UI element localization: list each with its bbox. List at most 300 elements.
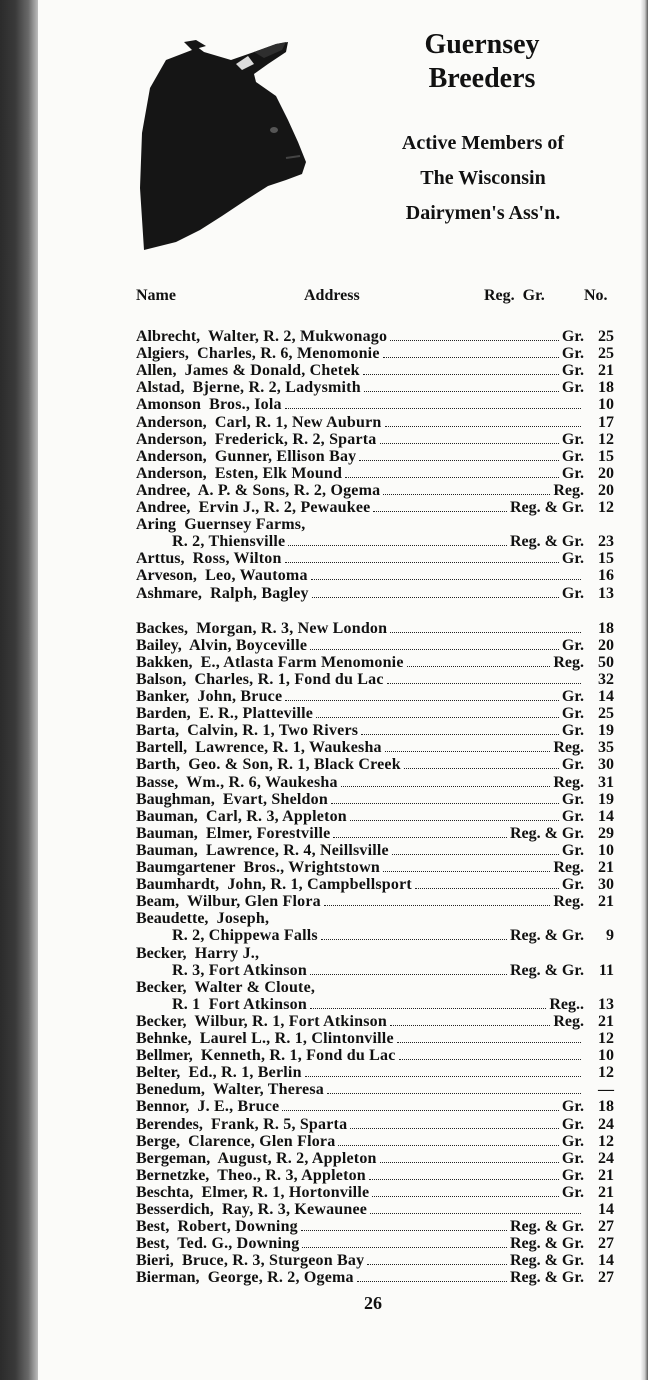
leader-dots <box>311 578 581 580</box>
leader-dots <box>341 785 551 787</box>
leader-dots <box>331 802 559 804</box>
member-registration: Gr. <box>561 876 584 893</box>
leader-dots <box>380 1161 559 1163</box>
member-address: R. 3, Fort Atkinson <box>172 962 307 979</box>
leader-dots <box>372 1195 559 1197</box>
member-address: Wilbur, R. 1, Fort Atkinson <box>190 1013 387 1030</box>
member-count: 25 <box>598 328 614 345</box>
member-address: Wm., R. 6, Waukesha <box>182 774 338 791</box>
member-registration: Reg.. <box>549 996 584 1013</box>
member-address: Bjerne, R. 2, Ladysmith <box>188 379 361 396</box>
list-item <box>172 996 614 1013</box>
list-item <box>136 842 614 859</box>
list-item <box>136 1133 614 1150</box>
leader-dots <box>285 407 581 409</box>
member-count: 24 <box>598 1116 614 1133</box>
member-count: 11 <box>598 962 614 979</box>
list-item <box>136 1098 614 1115</box>
member-surname: Bauman, <box>136 825 202 842</box>
list-item <box>136 396 614 413</box>
subtitle-line-2: The Wisconsin <box>420 167 546 189</box>
member-surname: Algiers, <box>136 345 193 362</box>
list-item <box>172 962 614 979</box>
member-registration: Reg. & Gr. <box>509 533 584 550</box>
member-address: Walter, Theresa <box>208 1081 324 1098</box>
member-address: E., Atlasta Farm Menomonie <box>196 654 404 671</box>
list-item <box>136 499 614 516</box>
list-item <box>136 1013 614 1030</box>
member-registration: Gr. <box>561 842 584 859</box>
member-count: 27 <box>598 1235 614 1252</box>
list-item <box>136 671 614 688</box>
member-address: Bros., Wrightstown <box>239 859 380 876</box>
member-surname: Basse, <box>136 774 183 791</box>
leader-dots <box>357 1280 507 1282</box>
list-item <box>136 722 614 739</box>
member-address: Frank, R. 5, Sparta <box>206 1116 348 1133</box>
member-count: 30 <box>598 876 614 893</box>
member-count: 10 <box>598 842 614 859</box>
member-address: J. E., Bruce <box>193 1098 280 1115</box>
member-count: 18 <box>598 620 614 637</box>
member-count: 30 <box>598 756 614 773</box>
member-registration: Gr. <box>561 1116 584 1133</box>
leader-dots <box>333 836 506 838</box>
member-registration: Reg. <box>553 739 584 756</box>
member-address: Calvin, R. 1, Two Rivers <box>183 722 359 739</box>
member-registration: Gr. <box>561 637 584 654</box>
list-item <box>136 620 614 637</box>
member-address: Bruce, R. 3, Sturgeon Bay <box>177 1252 365 1269</box>
member-address: E. R., Platteville <box>194 705 314 722</box>
leader-dots <box>370 1212 581 1214</box>
member-surname: Albrecht, <box>136 328 205 345</box>
member-count: 14 <box>598 1201 614 1218</box>
member-registration: Gr. <box>561 431 584 448</box>
list-item <box>136 567 614 584</box>
list-item <box>136 945 614 962</box>
member-registration: Gr. <box>561 585 584 602</box>
member-count: 19 <box>598 791 614 808</box>
member-address: Charles, R. 1, Fond du Lac <box>190 671 384 688</box>
list-item <box>136 1047 614 1064</box>
member-count: 21 <box>598 859 614 876</box>
member-surname: Bierman, <box>136 1269 204 1286</box>
member-count: 29 <box>598 825 614 842</box>
member-count: 12 <box>598 431 614 448</box>
leader-dots <box>397 1041 581 1043</box>
member-address: Bros., Iola <box>204 396 282 413</box>
leader-dots <box>404 767 559 769</box>
leader-dots <box>302 1246 506 1248</box>
member-surname: Becker, <box>136 979 191 996</box>
member-count: 17 <box>598 414 614 431</box>
leader-dots <box>305 1075 581 1077</box>
member-count: 27 <box>598 1269 614 1286</box>
list-item <box>136 688 614 705</box>
member-count: 10 <box>598 1047 614 1064</box>
member-registration: Gr. <box>561 1150 584 1167</box>
list-item <box>136 379 614 396</box>
list-item <box>136 791 614 808</box>
member-registration: Gr. <box>561 1098 584 1115</box>
member-count: 19 <box>598 722 614 739</box>
list-item <box>136 1218 614 1235</box>
member-address: Ross, Wilton <box>188 550 282 567</box>
member-address: Carl, R. 3, Appleton <box>201 808 347 825</box>
member-address: Ervin J., R. 2, Pewaukee <box>194 499 371 516</box>
member-count: 21 <box>598 362 614 379</box>
column-header-reg-gr: Reg. Gr. <box>484 287 545 304</box>
list-item <box>136 654 614 671</box>
member-surname: Bailey, <box>136 637 186 654</box>
member-registration: Reg. <box>553 482 584 499</box>
list-item <box>136 893 614 910</box>
member-surname: Bellmer, <box>136 1047 197 1064</box>
member-address: Morgan, R. 3, New London <box>192 620 388 637</box>
member-registration: Gr. <box>561 328 584 345</box>
member-registration: Gr. <box>561 705 584 722</box>
member-address: John, Bruce <box>193 688 283 705</box>
list-item <box>136 1167 614 1184</box>
member-surname: Behnke, <box>136 1030 196 1047</box>
member-surname: Baumgartener <box>136 859 240 876</box>
list-item <box>136 859 614 876</box>
member-surname: Backes, <box>136 620 192 637</box>
member-address: Carl, R. 1, New Auburn <box>210 414 382 431</box>
member-surname: Berge, <box>136 1133 184 1150</box>
list-item <box>136 808 614 825</box>
member-count: 25 <box>598 345 614 362</box>
subtitle-line-3: Dairymen's Ass'n. <box>405 202 561 224</box>
leader-dots <box>399 1058 581 1060</box>
list-item <box>172 533 614 550</box>
list-item <box>136 1030 614 1047</box>
leader-dots <box>383 493 550 495</box>
list-item <box>136 362 614 379</box>
leader-dots <box>310 648 559 650</box>
member-surname: Beaudette, <box>136 910 213 927</box>
member-surname: Bakken, <box>136 654 197 671</box>
list-item <box>136 1064 614 1081</box>
member-surname: Besserdich, <box>136 1201 218 1218</box>
member-count: 10 <box>598 396 614 413</box>
member-surname: Anderson, <box>136 465 211 482</box>
member-address: Kenneth, R. 1, Fond du Lac <box>196 1047 396 1064</box>
member-registration: Gr. <box>561 791 584 808</box>
leader-dots <box>367 1263 507 1265</box>
member-surname: Barta, <box>136 722 184 739</box>
member-registration: Reg. <box>553 893 584 910</box>
leader-dots <box>364 390 559 392</box>
list-item <box>136 910 614 927</box>
member-registration: Reg. <box>553 654 584 671</box>
leader-dots <box>316 716 559 718</box>
leader-dots <box>373 510 506 512</box>
member-registration: Gr. <box>561 345 584 362</box>
member-surname: Alstad, <box>136 379 189 396</box>
column-header-no: No. <box>584 287 608 304</box>
column-header-address: Address <box>304 287 360 304</box>
member-registration: Gr. <box>561 1167 584 1184</box>
member-count: 32 <box>598 671 614 688</box>
member-surname: Best, <box>136 1235 174 1252</box>
list-item <box>136 414 614 431</box>
member-address: Harry J., <box>190 945 260 962</box>
list-item <box>136 705 614 722</box>
leader-dots <box>285 561 559 563</box>
member-address: Laurel L., R. 1, Clintonville <box>195 1030 394 1047</box>
title-line-2: Breeders <box>428 63 536 94</box>
leader-dots <box>345 476 559 478</box>
member-count: 12 <box>598 499 614 516</box>
member-registration: Reg. & Gr. <box>509 927 584 944</box>
member-count: 14 <box>598 1252 614 1269</box>
column-header-name: Name <box>136 287 176 304</box>
leader-dots <box>415 887 559 889</box>
list-item <box>136 979 614 996</box>
member-registration: Gr. <box>561 550 584 567</box>
member-surname: Andree, <box>136 499 195 516</box>
member-count: 16 <box>598 567 614 584</box>
member-count: 14 <box>598 688 614 705</box>
member-registration: Reg. <box>553 1013 584 1030</box>
leader-dots <box>359 459 559 461</box>
member-surname: Anderson, <box>136 414 211 431</box>
leader-dots <box>392 853 559 855</box>
member-surname: Aring <box>136 516 180 533</box>
member-registration: Gr. <box>561 362 584 379</box>
member-count: 12 <box>598 1064 614 1081</box>
leader-dots <box>288 544 507 546</box>
member-count: 13 <box>598 585 614 602</box>
leader-dots <box>310 1007 546 1009</box>
member-registration: Gr. <box>561 722 584 739</box>
member-address: George, R. 2, Ogema <box>203 1269 354 1286</box>
member-count: 15 <box>598 448 614 465</box>
member-count: 12 <box>598 1030 614 1047</box>
member-address: R. 1 Fort Atkinson <box>172 996 307 1013</box>
leader-dots <box>390 339 559 341</box>
member-registration: Reg. & Gr. <box>509 1269 584 1286</box>
member-surname: Ashmare, <box>136 585 206 602</box>
member-count: 21 <box>598 893 614 910</box>
member-count: 27 <box>598 1218 614 1235</box>
member-address: Lawrence, R. 4, Neillsville <box>201 842 389 859</box>
member-address: Gunner, Ellison Bay <box>210 448 357 465</box>
leader-dots <box>321 938 507 940</box>
leader-dots <box>385 750 551 752</box>
leader-dots <box>390 631 581 633</box>
member-address: Robert, Downing <box>173 1218 298 1235</box>
member-address: Elmer, R. 1, Hortonville <box>197 1184 370 1201</box>
member-address: Lawrence, R. 1, Waukesha <box>191 739 382 756</box>
member-registration: Gr. <box>561 688 584 705</box>
member-count: 9 <box>606 927 614 944</box>
list-item <box>136 1252 614 1269</box>
member-count: — <box>598 1081 614 1098</box>
member-surname: Bernetzke, <box>136 1167 214 1184</box>
member-count: 31 <box>598 774 614 791</box>
leader-dots <box>350 819 559 821</box>
member-registration: Gr. <box>561 1184 584 1201</box>
member-address: Ed., R. 1, Berlin <box>184 1064 302 1081</box>
leader-dots <box>312 596 559 598</box>
member-surname: Bauman, <box>136 842 202 859</box>
member-address: Joseph, <box>212 910 270 927</box>
member-registration: Gr. <box>561 448 584 465</box>
list-item <box>172 927 614 944</box>
page-number: 26 <box>364 1293 382 1313</box>
member-count: 25 <box>598 705 614 722</box>
leader-dots <box>282 1109 559 1111</box>
leader-dots <box>324 904 550 906</box>
member-address: Ted. G., Downing <box>173 1235 300 1252</box>
member-surname: Baughman, <box>136 791 219 808</box>
leader-dots <box>387 682 581 684</box>
member-address: James & Donald, Chetek <box>180 362 360 379</box>
member-count: 24 <box>598 1150 614 1167</box>
member-surname: Arttus, <box>136 550 189 567</box>
member-registration: Reg. & Gr. <box>509 825 584 842</box>
member-surname: Baumhardt, <box>136 876 224 893</box>
list-item <box>136 1116 614 1133</box>
member-registration: Gr. <box>561 808 584 825</box>
member-surname: Allen, <box>136 362 181 379</box>
member-surname: Barden, <box>136 705 195 722</box>
list-item <box>136 739 614 756</box>
leader-dots <box>383 356 559 358</box>
member-registration: Gr. <box>561 379 584 396</box>
member-registration: Reg. & Gr. <box>509 962 584 979</box>
member-surname: Arveson, <box>136 567 201 584</box>
leader-dots <box>407 665 551 667</box>
list-item <box>136 328 614 345</box>
list-item <box>136 1201 614 1218</box>
leader-dots <box>361 733 559 735</box>
member-surname: Bauman, <box>136 808 202 825</box>
list-item <box>136 1184 614 1201</box>
list-item <box>136 550 614 567</box>
list-item <box>136 637 614 654</box>
member-address: A. P. & Sons, R. 2, Ogema <box>194 482 381 499</box>
leader-dots <box>350 1127 559 1129</box>
subtitle-line-1: Active Members of <box>401 132 565 154</box>
list-item <box>136 1235 614 1252</box>
member-registration: Reg. & Gr. <box>509 1218 584 1235</box>
member-address: Geo. & Son, R. 1, Black Creek <box>184 756 401 773</box>
member-count: 18 <box>598 1098 614 1115</box>
member-address: August, R. 2, Appleton <box>214 1150 377 1167</box>
member-address: Theo., R. 3, Appleton <box>213 1167 366 1184</box>
list-item <box>136 585 614 602</box>
list-item <box>136 876 614 893</box>
member-surname: Beam, <box>136 893 184 910</box>
list-item <box>136 825 614 842</box>
leader-dots <box>390 1024 550 1026</box>
member-address: Esten, Elk Mound <box>210 465 343 482</box>
member-address: Walter & Cloute, <box>190 979 316 996</box>
list-item <box>136 1269 614 1286</box>
member-address: Elmer, Forestville <box>201 825 331 842</box>
leader-dots <box>301 1229 507 1231</box>
member-registration: Reg. & Gr. <box>509 1252 584 1269</box>
list-item <box>136 482 614 499</box>
member-address: Walter, R. 2, Mukwonago <box>204 328 388 345</box>
member-count: 15 <box>598 550 614 567</box>
member-count: 21 <box>598 1167 614 1184</box>
member-surname: Bieri, <box>136 1252 178 1269</box>
member-address: Ralph, Bagley <box>205 585 309 602</box>
member-surname: Bergeman, <box>136 1150 215 1167</box>
member-registration: Gr. <box>561 1133 584 1150</box>
member-address: R. 2, Chippewa Falls <box>172 927 318 944</box>
member-count: 18 <box>598 379 614 396</box>
list-item <box>136 1081 614 1098</box>
member-surname: Best, <box>136 1218 174 1235</box>
member-registration: Reg. <box>553 859 584 876</box>
member-surname: Becker, <box>136 945 191 962</box>
leader-dots <box>327 1092 581 1094</box>
member-count: 13 <box>598 996 614 1013</box>
member-count: 14 <box>598 808 614 825</box>
member-registration: Gr. <box>561 756 584 773</box>
leader-dots <box>369 1178 559 1180</box>
member-address: Alvin, Boyceville <box>185 637 308 654</box>
member-count: 12 <box>598 1133 614 1150</box>
member-address: Leo, Wautoma <box>200 567 308 584</box>
list-item <box>136 1150 614 1167</box>
leader-dots <box>380 442 559 444</box>
member-address: Wilbur, Glen Flora <box>183 893 321 910</box>
member-surname: Beschta, <box>136 1184 198 1201</box>
leader-dots <box>363 373 559 375</box>
member-surname: Anderson, <box>136 448 211 465</box>
member-count: 23 <box>598 533 614 550</box>
member-address: Evart, Sheldon <box>218 791 328 808</box>
member-count: 20 <box>598 465 614 482</box>
member-surname: Barth, <box>136 756 184 773</box>
list-item <box>136 756 614 773</box>
member-address: Guernsey Farms, <box>180 516 306 533</box>
list-item <box>136 774 614 791</box>
leader-dots <box>310 973 507 975</box>
member-surname: Bartell, <box>136 739 192 756</box>
member-address: Charles, R. 6, Menomonie <box>192 345 380 362</box>
list-item <box>136 448 614 465</box>
member-surname: Anderson, <box>136 431 211 448</box>
member-registration: Reg. <box>553 774 584 791</box>
leader-dots <box>383 870 550 872</box>
member-count: 50 <box>598 654 614 671</box>
member-count: 21 <box>598 1013 614 1030</box>
leader-dots <box>338 1144 559 1146</box>
member-surname: Balson, <box>136 671 191 688</box>
leader-dots <box>385 425 581 427</box>
title-line-1: Guernsey <box>424 29 540 60</box>
member-address: John, R. 1, Campbellsport <box>223 876 412 893</box>
member-surname: Benedum, <box>136 1081 209 1098</box>
member-address: Frederick, R. 2, Sparta <box>210 431 377 448</box>
member-surname: Andree, <box>136 482 195 499</box>
member-address: Ray, R. 3, Kewaunee <box>217 1201 368 1218</box>
leader-dots <box>285 699 559 701</box>
member-registration: Reg. & Gr. <box>509 1235 584 1252</box>
member-surname: Becker, <box>136 1013 191 1030</box>
member-registration: Reg. & Gr. <box>509 499 584 516</box>
member-address: R. 2, Thiensville <box>172 533 286 550</box>
member-surname: Banker, <box>136 688 194 705</box>
